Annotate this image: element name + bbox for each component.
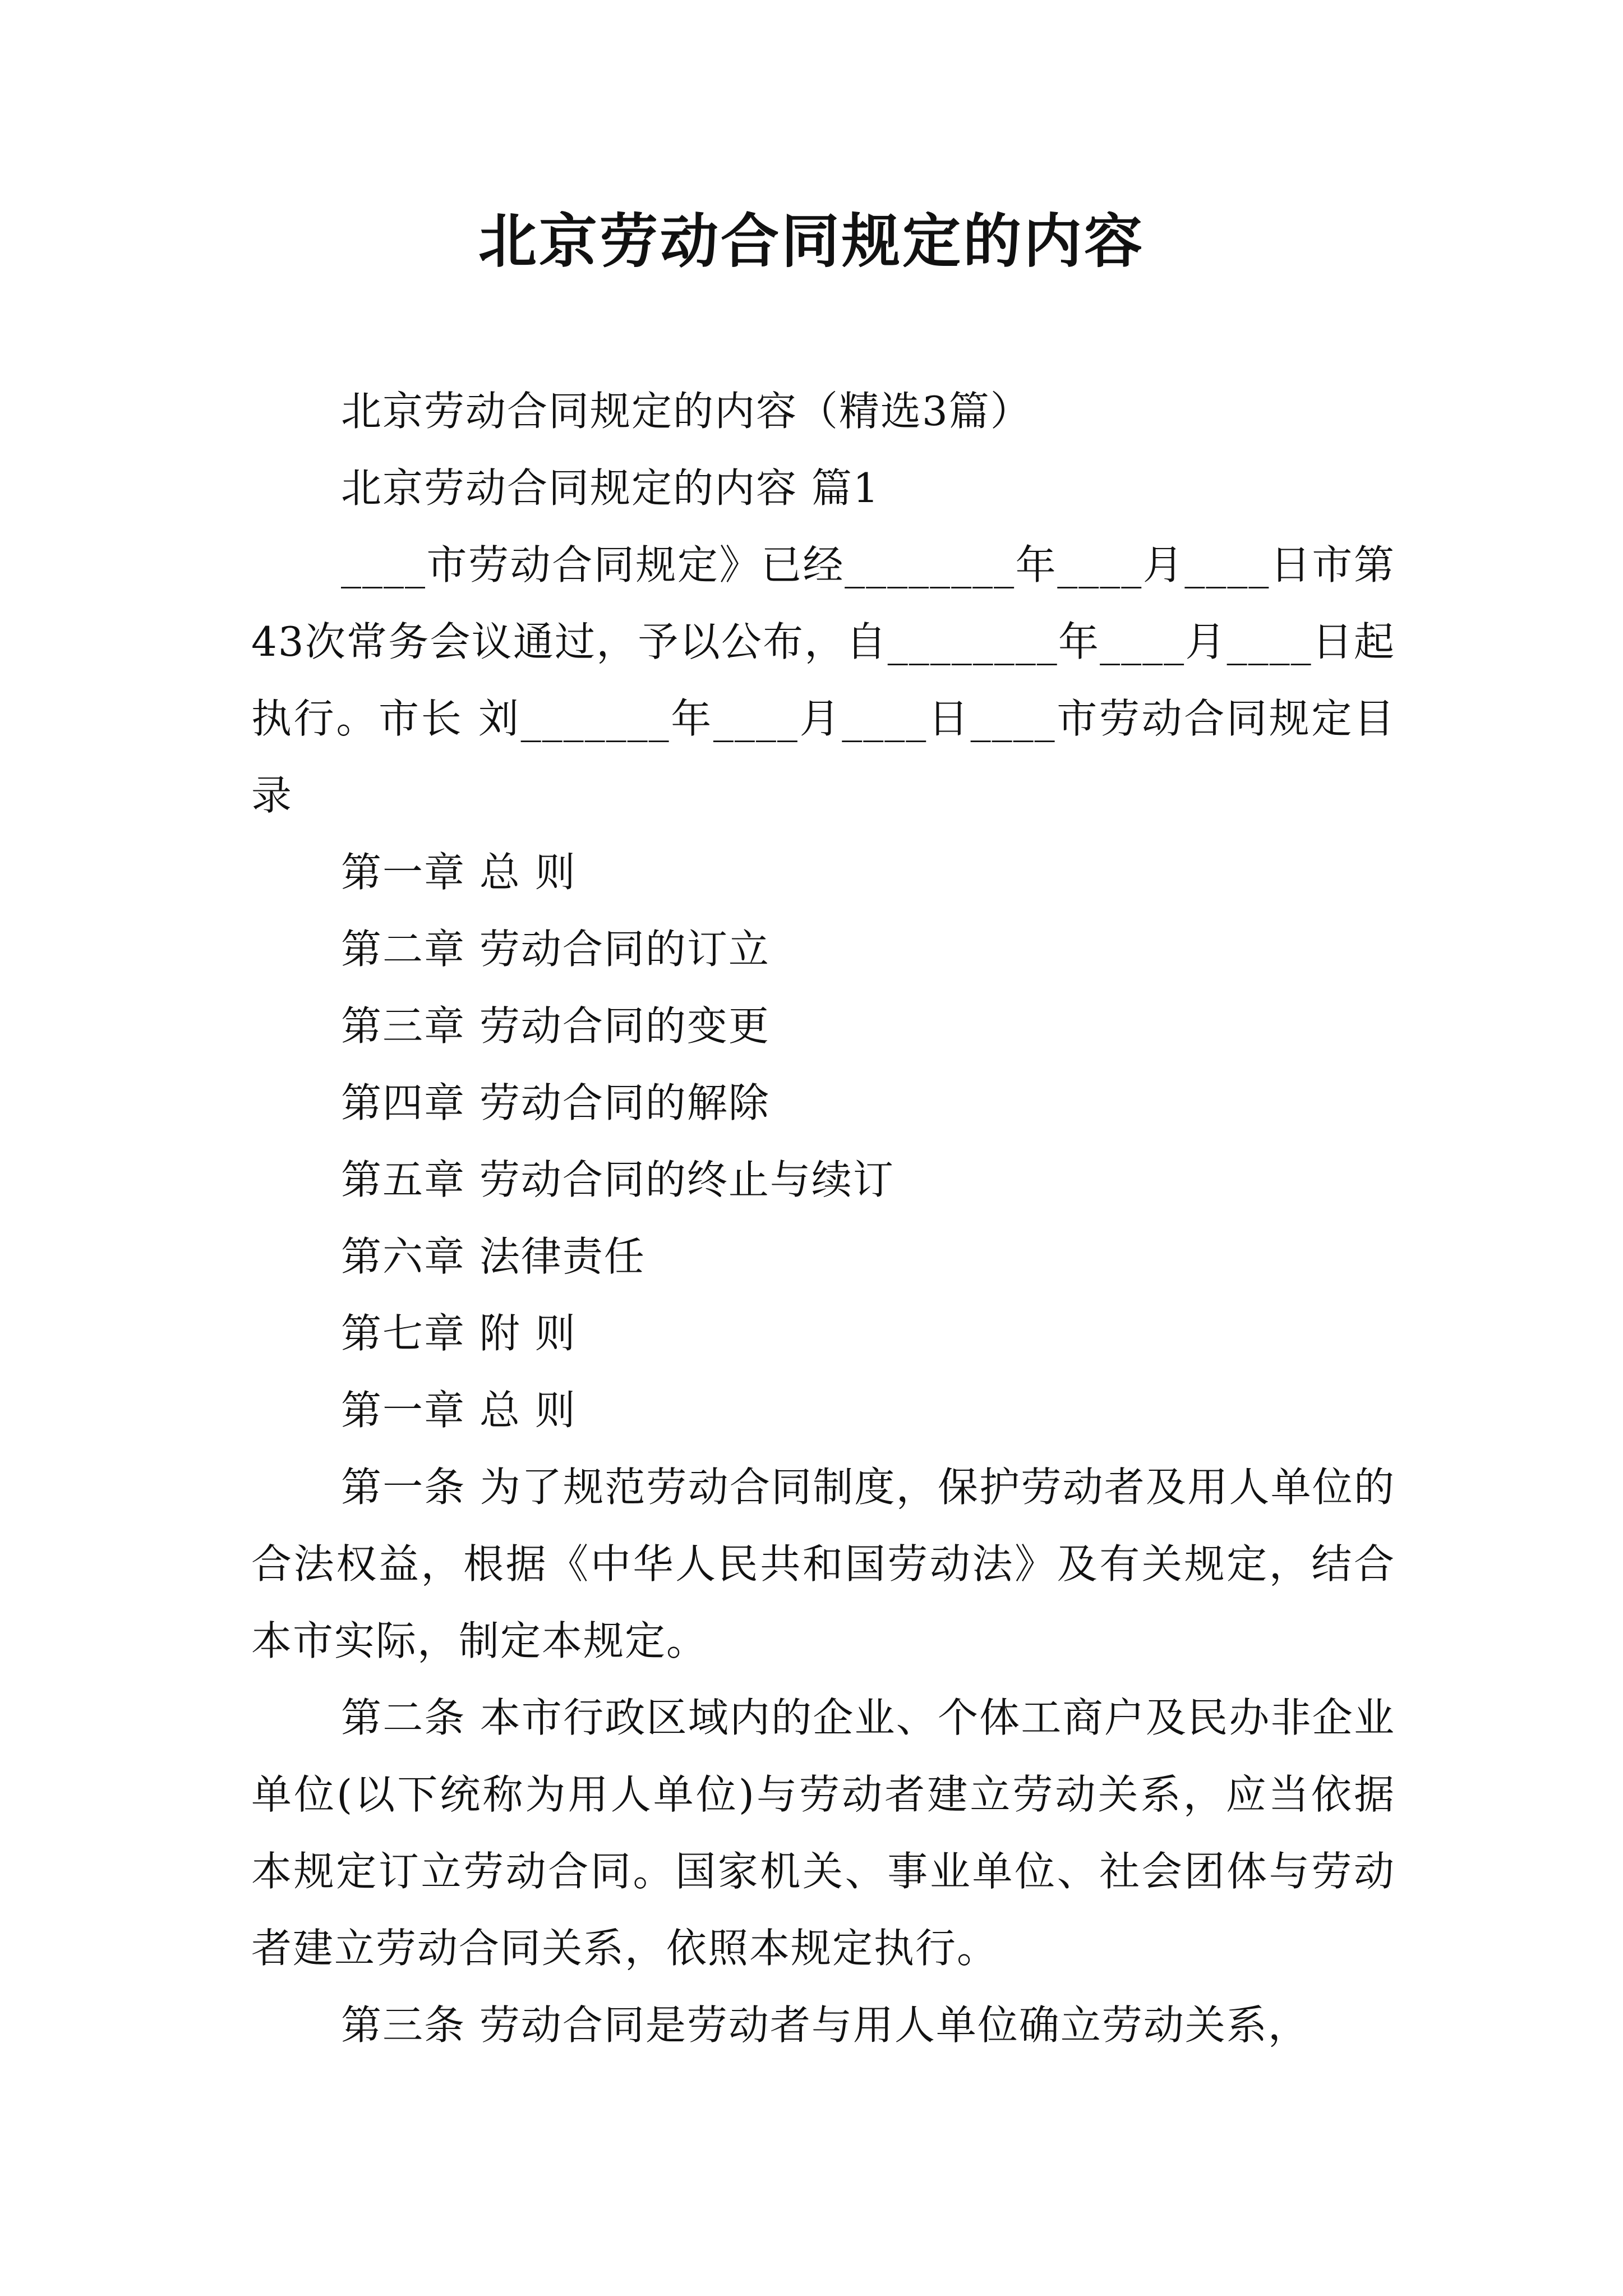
- article-2: 第二条 本市行政区域内的企业、个体工商户及民办非企业单位(以下统称为用人单位)与劳动者建立劳动关系，应当依据本规定订立劳动合同。国家机关、事业单位、社会团体与劳动者建立劳动合同关系，依照本规定执行。: [251, 1694, 1395, 1972]
- subtitle-paragraph: 北京劳动合同规定的内容（精选3篇）: [341, 388, 1032, 435]
- article-3: 第三条 劳动合同是劳动者与用人单位确立劳动关系，: [341, 2001, 1310, 2049]
- document-title: 北京劳动合同规定的内容: [478, 207, 1145, 275]
- toc-item-chapter-1: 第一章 总 则: [341, 849, 577, 896]
- intro-paragraph: ____市劳动合同规定》已经________年____月____日市第43次常务会议通过，予以公布，自________年____月____日起执行。市长 刘_______年____月____日____市劳动合同规定目 录: [251, 541, 1395, 819]
- chapter-heading: 第一章 总 则: [341, 1387, 577, 1434]
- document-body: [251, 373, 1395, 2064]
- article-1: 第一条 为了规范劳动合同制度，保护劳动者及用人单位的合法权益，根据《中华人民共和国劳动法》及有关规定，结合本市实际，制定本规定。: [251, 1464, 1395, 1664]
- toc-item-chapter-7: 第七章 附 则: [341, 1310, 577, 1357]
- toc-item-chapter-3: 第三章 劳动合同的变更: [341, 1002, 770, 1050]
- toc-item-chapter-5: 第五章 劳动合同的终止与续订: [341, 1156, 895, 1203]
- section-heading: 北京劳动合同规定的内容 篇1: [341, 464, 880, 512]
- toc-item-chapter-6: 第六章 法律责任: [341, 1233, 645, 1280]
- toc-item-chapter-4: 第四章 劳动合同的解除: [341, 1079, 770, 1126]
- toc-item-chapter-2: 第二章 劳动合同的订立: [341, 926, 770, 973]
